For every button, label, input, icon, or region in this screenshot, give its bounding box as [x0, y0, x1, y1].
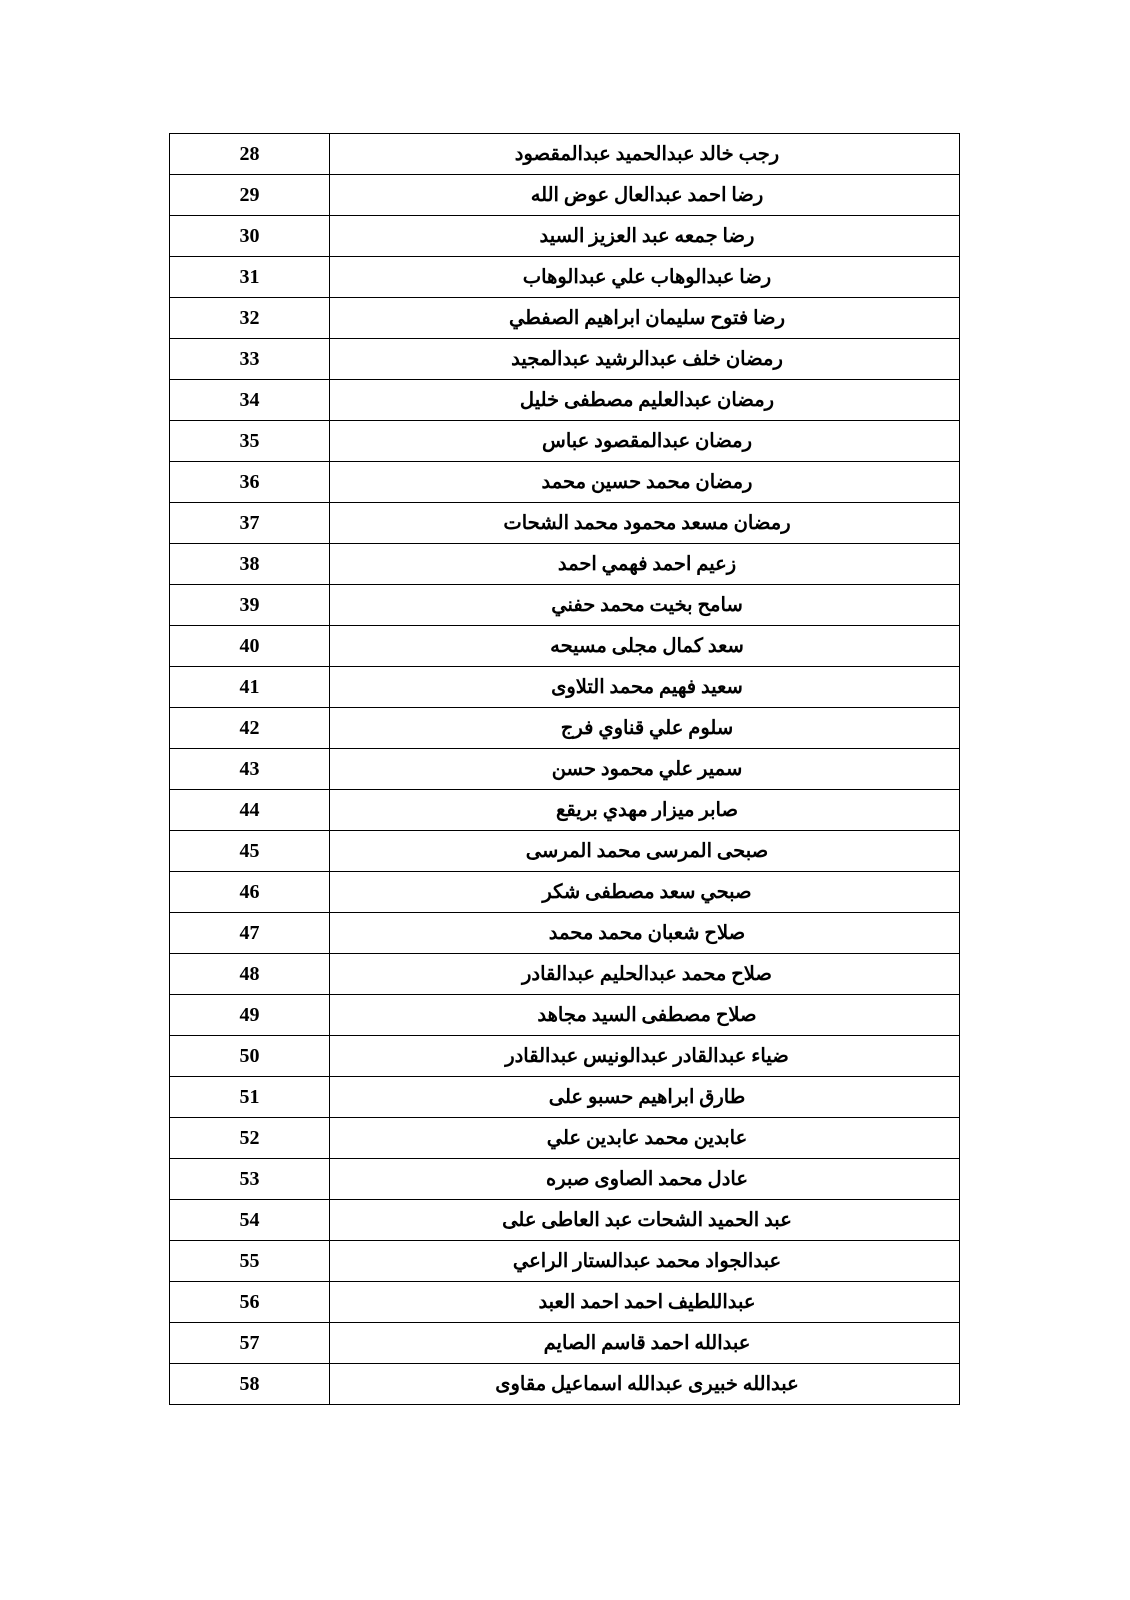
cell-name: [330, 134, 960, 175]
cell-number: 58: [170, 1364, 330, 1405]
table-row: [170, 1282, 960, 1323]
cell-number: 36: [170, 462, 330, 503]
table-row: [170, 708, 960, 749]
cell-number: 30: [170, 216, 330, 257]
cell-number: 41: [170, 667, 330, 708]
cell-number: 57: [170, 1323, 330, 1364]
cell-number: 33: [170, 339, 330, 380]
name-text: صلاح شعبان محمد محمد: [548, 923, 746, 944]
name-text: سلوم علي قناوي فرج: [560, 718, 734, 739]
cell-name: [330, 1200, 960, 1241]
cell-name: [330, 544, 960, 585]
table-row: [170, 1077, 960, 1118]
name-text: صلاح مصطفى السيد مجاهد: [537, 1005, 757, 1026]
name-text: رضا احمد عبدالعال عوض الله: [530, 185, 764, 206]
table-row: [170, 1241, 960, 1282]
cell-name: [330, 790, 960, 831]
cell-number: 54: [170, 1200, 330, 1241]
cell-name: [330, 1077, 960, 1118]
name-text: عبداللطيف احمد احمد العبد: [538, 1292, 756, 1313]
cell-name: [330, 380, 960, 421]
name-text: صبحى المرسى محمد المرسى: [525, 841, 769, 862]
table-row: [170, 257, 960, 298]
cell-number: 32: [170, 298, 330, 339]
name-text: زعيم احمد فهمي احمد: [557, 554, 737, 575]
table-row: [170, 339, 960, 380]
cell-name: [330, 954, 960, 995]
cell-number: 47: [170, 913, 330, 954]
table-row: [170, 1200, 960, 1241]
cell-name: [330, 1118, 960, 1159]
cell-number: 38: [170, 544, 330, 585]
name-text: رضا فتوح سليمان ابراهيم الصفطي: [508, 308, 786, 329]
cell-name: [330, 626, 960, 667]
cell-name: [330, 421, 960, 462]
cell-number: 45: [170, 831, 330, 872]
cell-number: 39: [170, 585, 330, 626]
cell-name: [330, 667, 960, 708]
name-text: عبدالله خبيرى عبدالله اسماعيل مقاوى: [495, 1374, 799, 1395]
name-text: عادل محمد الصاوى صبره: [546, 1169, 748, 1190]
table-row: [170, 462, 960, 503]
cell-number: 49: [170, 995, 330, 1036]
cell-name: [330, 831, 960, 872]
name-text: رمضان عبدالعليم مصطفى خليل: [519, 390, 775, 411]
table-row: [170, 585, 960, 626]
cell-number: 40: [170, 626, 330, 667]
name-text: سامح بخيت محمد حفني: [551, 595, 743, 616]
name-text: عبدالله احمد قاسم الصايم: [543, 1333, 751, 1354]
table-row: [170, 134, 960, 175]
cell-name: [330, 872, 960, 913]
name-text: رجب خالد عبدالحميد عبدالمقصود: [514, 144, 780, 165]
cell-number: 31: [170, 257, 330, 298]
name-text: طارق ابراهيم حسبو على: [548, 1087, 746, 1108]
names-table: [169, 133, 960, 1405]
cell-name: [330, 585, 960, 626]
table-row: [170, 749, 960, 790]
cell-number: 43: [170, 749, 330, 790]
cell-name: [330, 995, 960, 1036]
table-row: [170, 175, 960, 216]
cell-number: 56: [170, 1282, 330, 1323]
name-text: رمضان مسعد محمود محمد الشحات: [503, 513, 791, 534]
name-text: صبحي سعد مصطفى شكر: [542, 882, 752, 903]
table-row: [170, 1036, 960, 1077]
table-row: [170, 1118, 960, 1159]
name-text: صابر ميزار مهدي بريقع: [555, 800, 739, 821]
table-row: [170, 790, 960, 831]
table-row: [170, 503, 960, 544]
cell-number: 50: [170, 1036, 330, 1077]
cell-number: 44: [170, 790, 330, 831]
cell-number: 29: [170, 175, 330, 216]
name-text: ضياء عبدالقادر عبدالونيس عبدالقادر: [505, 1046, 789, 1067]
table-row: [170, 954, 960, 995]
table-row: [170, 1159, 960, 1200]
cell-number: 46: [170, 872, 330, 913]
name-text: سعيد فهيم محمد التلاوى: [551, 677, 743, 698]
cell-number: 28: [170, 134, 330, 175]
names-table-container: [170, 133, 960, 1405]
cell-number: 53: [170, 1159, 330, 1200]
cell-name: [330, 1323, 960, 1364]
table-row: [170, 216, 960, 257]
cell-name: [330, 1364, 960, 1405]
table-row: [170, 298, 960, 339]
cell-name: [330, 913, 960, 954]
cell-number: 55: [170, 1241, 330, 1282]
name-text: رضا عبدالوهاب علي عبدالوهاب: [522, 267, 772, 288]
cell-number: 37: [170, 503, 330, 544]
cell-number: 35: [170, 421, 330, 462]
cell-name: [330, 462, 960, 503]
name-text: عبد الحميد الشحات عبد العاطى على: [502, 1210, 792, 1231]
table-row: [170, 872, 960, 913]
cell-name: [330, 749, 960, 790]
table-row: [170, 913, 960, 954]
name-text: رمضان عبدالمقصود عباس: [542, 431, 752, 452]
name-text: عبدالجواد محمد عبدالستار الراعي: [512, 1251, 782, 1272]
name-text: رضا جمعه عبد العزيز السيد: [539, 226, 755, 247]
table-row: [170, 667, 960, 708]
name-text: رمضان محمد حسين محمد: [541, 472, 753, 493]
cell-number: 34: [170, 380, 330, 421]
cell-name: [330, 216, 960, 257]
cell-number: 48: [170, 954, 330, 995]
name-text: سمير علي محمود حسن: [551, 759, 743, 780]
cell-number: 42: [170, 708, 330, 749]
table-row: [170, 544, 960, 585]
name-text: صلاح محمد عبدالحليم عبدالقادر: [522, 964, 772, 985]
cell-name: [330, 1241, 960, 1282]
cell-name: [330, 1159, 960, 1200]
cell-name: [330, 1282, 960, 1323]
table-row: [170, 421, 960, 462]
cell-name: [330, 1036, 960, 1077]
cell-number: 52: [170, 1118, 330, 1159]
table-row: [170, 626, 960, 667]
table-row: [170, 380, 960, 421]
name-text: عابدين محمد عابدين علي: [546, 1128, 748, 1149]
cell-number: 51: [170, 1077, 330, 1118]
cell-name: [330, 708, 960, 749]
cell-name: [330, 298, 960, 339]
table-row: [170, 1364, 960, 1405]
cell-name: [330, 175, 960, 216]
cell-name: [330, 339, 960, 380]
cell-name: [330, 503, 960, 544]
name-text: رمضان خلف عبدالرشيد عبدالمجيد: [511, 349, 783, 370]
table-row: [170, 831, 960, 872]
table-row: [170, 995, 960, 1036]
cell-name: [330, 257, 960, 298]
table-row: [170, 1323, 960, 1364]
name-text: سعد كمال مجلى مسيحه: [550, 636, 744, 657]
